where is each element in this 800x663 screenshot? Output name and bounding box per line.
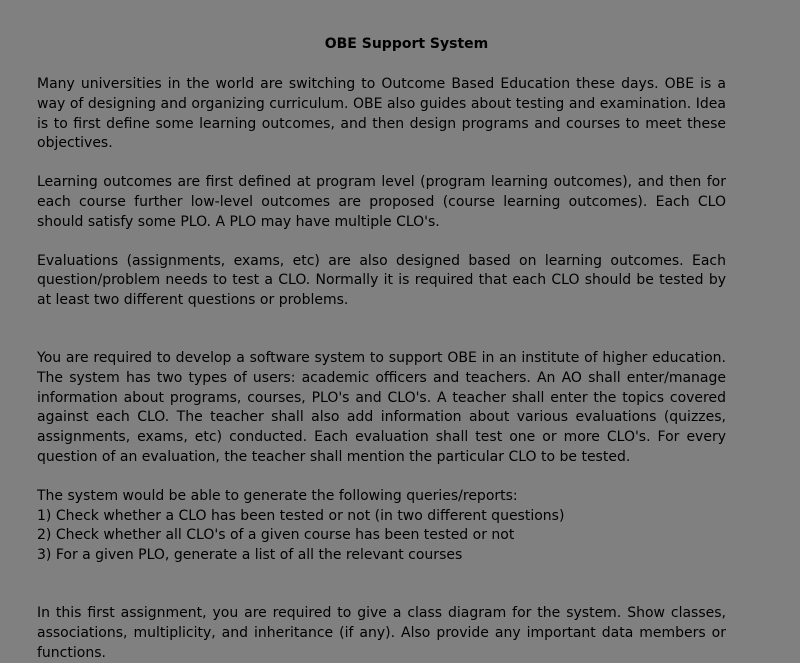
- spacer: [37, 311, 726, 349]
- reports-intro: The system would be able to generate the following queries/reports:: [37, 487, 518, 504]
- reports-section: [37, 487, 726, 566]
- paragraph-learning-outcomes: Learning outcomes are first defined at program level (program learning outcomes), and then for each course further low-level outcomes are proposed (course learning outcomes). Each CLO should satisfy some PLO. A PLO may have multiple CLO's.: [37, 174, 726, 230]
- paragraph-obe-intro: Many universities in the world are switching to Outcome Based Education these days. OBE is a way of designing and organizing curriculum. OBE also guides about testing and examination. Idea is to first define some learning outcomes, and then design programs and courses to meet these objectives.: [37, 76, 726, 152]
- spacer: [37, 233, 726, 252]
- report-item: 2) Check whether all CLO's of a given course has been tested or not: [37, 527, 515, 544]
- report-item: 1) Check whether a CLO has been tested or not (in two different questions): [37, 507, 565, 524]
- paragraph-requirements: You are required to develop a software system to support OBE in an institute of higher education. The system has two types of users: academic officers and teachers. An AO shall enter/manage information about programs, courses, PLO's and CLO's. A teacher shall enter the topics covered against each CLO. The teacher shall also add information about various evaluations (quizzes, assignments, exams, etc) conducted. Each evaluation shall test one or more CLO's. For every question of an evaluation, the teacher shall mention the particular CLO to be tested.: [37, 349, 726, 465]
- spacer: [37, 468, 726, 487]
- page-title: OBE Support System: [324, 36, 489, 52]
- spacer: [37, 154, 726, 173]
- spacer: [37, 566, 726, 604]
- paragraph-evaluations: Evaluations (assignments, exams, etc) are also designed based on learning outcomes. Each question/problem needs to test a CLO. Normally it is required that each CLO should be tested by at least two different questions or problems.: [37, 252, 726, 309]
- report-item: 3) For a given PLO, generate a list of all the relevant courses: [37, 547, 463, 564]
- paragraph-assignment: In this first assignment, you are required to give a class diagram for the system. Show classes, associations, multiplicity, and inheritance (if any). Also provide any important data members or functions.: [37, 604, 726, 661]
